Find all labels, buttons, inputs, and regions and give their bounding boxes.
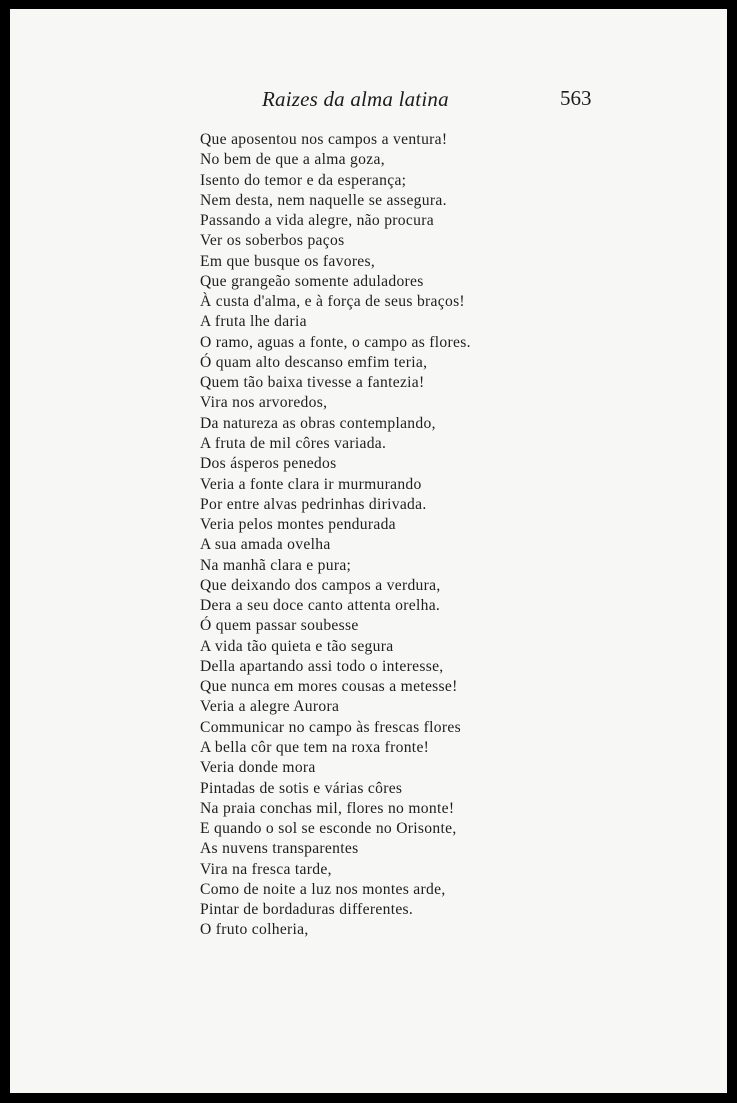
poem-line: Da natureza as obras contemplando, bbox=[200, 414, 436, 432]
poem-line: Ver os soberbos paços bbox=[200, 232, 345, 250]
poem-line: Na praia conchas mil, flores no monte! bbox=[200, 799, 455, 817]
poem-line: Na manhã clara e pura; bbox=[200, 556, 352, 574]
poem-line: O fruto colheria, bbox=[200, 921, 309, 939]
poem-body bbox=[200, 130, 530, 941]
poem-line: Veria a fonte clara ir murmurando bbox=[200, 475, 422, 493]
poem-line: À custa d'alma, e à força de seus braços! bbox=[200, 293, 465, 311]
running-header-title: Raizes da alma latina bbox=[262, 87, 449, 111]
poem-line: Que deixando dos campos a verdura, bbox=[200, 576, 441, 594]
poem-line: Como de noite a luz nos montes arde, bbox=[200, 880, 446, 898]
poem-line: Della apartando assi todo o interesse, bbox=[200, 657, 444, 675]
poem-line: Por entre alvas pedrinhas dirivada. bbox=[200, 495, 427, 513]
poem-line: Communicar no campo às frescas flores bbox=[200, 718, 461, 736]
poem-line: A fruta de mil côres variada. bbox=[200, 434, 387, 452]
poem-line: Veria a alegre Aurora bbox=[200, 698, 340, 716]
poem-line: A vida tão quieta e tão segura bbox=[200, 637, 394, 655]
poem-line: Que nunca em mores cousas a metesse! bbox=[200, 678, 458, 696]
poem-line: Pintar de bordaduras differentes. bbox=[200, 901, 414, 919]
poem-line: No bem de que a alma goza, bbox=[200, 151, 385, 169]
poem-line: Ó quam alto descanso emfim teria, bbox=[200, 353, 428, 371]
poem-line: Passando a vida alegre, não procura bbox=[200, 212, 434, 230]
poem-line: Veria donde mora bbox=[200, 759, 316, 777]
poem-line: E quando o sol se esconde no Orisonte, bbox=[200, 820, 457, 838]
poem-line: O ramo, aguas a fonte, o campo as flores. bbox=[200, 333, 471, 351]
poem-line: Dera a seu doce canto attenta orelha. bbox=[200, 597, 441, 615]
poem-line: Nem desta, nem naquelle se assegura. bbox=[200, 191, 447, 209]
poem-line: Que grangeão somente aduladores bbox=[200, 272, 424, 290]
book-page bbox=[10, 9, 727, 1093]
poem-line: Veria pelos montes pendurada bbox=[200, 516, 396, 534]
poem-line: A fruta lhe daria bbox=[200, 313, 307, 331]
poem-line: Vira nos arvoredos, bbox=[200, 394, 328, 412]
poem-line: Ó quem passar soubesse bbox=[200, 617, 359, 635]
poem-line: A bella côr que tem na roxa fronte! bbox=[200, 738, 430, 756]
poem-line: Dos ásperos penedos bbox=[200, 455, 337, 473]
poem-line: A sua amada ovelha bbox=[200, 536, 331, 554]
page-number: 563 bbox=[560, 86, 592, 110]
poem-line: Quem tão baixa tivesse a fantezia! bbox=[200, 374, 425, 392]
poem-line: Pintadas de sotis e várias côres bbox=[200, 779, 403, 797]
poem-line: Que aposentou nos campos a ventura! bbox=[200, 131, 448, 148]
poem-line: As nuvens transparentes bbox=[200, 840, 359, 858]
poem-line: Vira na fresca tarde, bbox=[200, 860, 332, 878]
poem-line: Isento do temor e da esperança; bbox=[200, 171, 407, 189]
poem-line: Em que busque os favores, bbox=[200, 252, 376, 270]
